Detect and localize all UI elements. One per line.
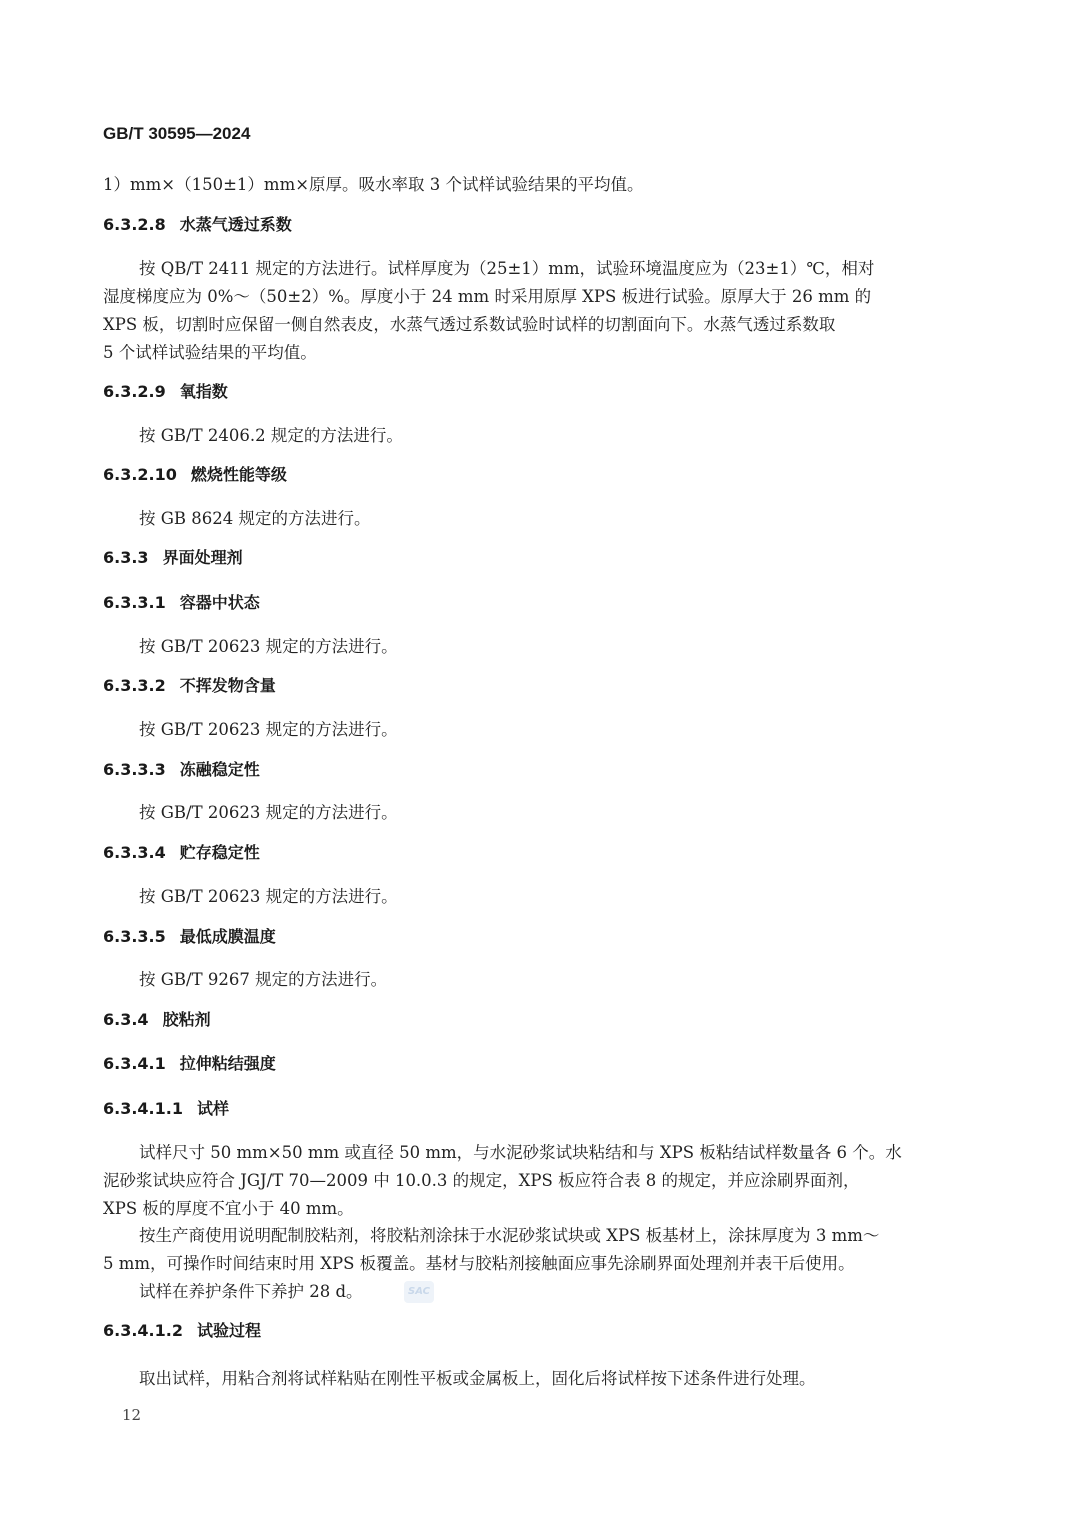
section-title: 氧指数 [179,382,228,401]
page-number: 12 [122,1406,142,1424]
paragraph-line: 泥砂浆试块应符合 JGJ/T 70—2009 中 10.0.3 的规定，XPS 板应符合表 8 的规定，并应涂刷界面剂， [103,1171,860,1190]
section-number: 6.3.3 [103,548,149,567]
paragraph-line: 按 GB/T 20623 规定的方法进行。 [139,720,398,739]
section-title: 容器中状态 [179,593,260,612]
section-number: 6.3.3.3 [103,760,166,779]
paragraph-line: 5 mm，可操作时间结束时用 XPS 板覆盖。基材与胶粘剂接触面应事先涂刷界面处理剂并表干后使用。 [103,1254,855,1273]
section-number: 6.3.4.1 [103,1054,166,1073]
section-heading-6-3-2-9 [103,379,228,402]
paragraph-line: 取出试样，用粘合剂将试样粘贴在刚性平板或金属板上，固化后将试样按下述条件进行处理。 [139,1369,816,1388]
section-title: 最低成膜温度 [179,927,276,946]
paragraph-line: XPS 板，切割时应保留一侧自然表皮，水蒸气透过系数试验时试样的切割面向下。水蒸气透过系数取 [103,315,836,334]
section-heading-6-3-3 [103,545,243,568]
paragraph-line: 按 GB/T 20623 规定的方法进行。 [139,887,398,906]
paragraph-line: 按 GB/T 9267 规定的方法进行。 [139,970,388,989]
section-title: 胶粘剂 [162,1010,211,1029]
section-title: 不挥发物含量 [179,676,276,695]
section-number: 6.3.3.5 [103,927,166,946]
paragraph-line: 5 个试样试验结果的平均值。 [103,343,317,362]
paragraph-line: 湿度梯度应为 0%～（50±2）%。厚度小于 24 mm 时采用原厚 XPS 板进行试验。原厚大于 26 mm 的 [103,287,872,306]
paragraph-line: 按 GB/T 20623 规定的方法进行。 [139,637,398,656]
paragraph-line: 按 GB/T 2406.2 规定的方法进行。 [139,426,403,445]
section-heading-6-3-2-8 [103,212,292,235]
section-heading-6-3-4-1-2 [103,1318,261,1341]
section-title: 贮存稳定性 [179,843,260,862]
section-heading-6-3-4-1-1 [103,1096,229,1119]
paragraph-line: 按 GB/T 20623 规定的方法进行。 [139,803,398,822]
section-number: 6.3.4.1.1 [103,1099,183,1118]
paragraph-line: XPS 板的厚度不宜小于 40 mm。 [103,1199,354,1218]
section-heading-6-3-4 [103,1007,211,1030]
section-number: 6.3.2.10 [103,465,177,484]
section-number: 6.3.3.2 [103,676,166,695]
section-title: 试验过程 [196,1321,261,1340]
section-title: 冻融稳定性 [179,760,260,779]
paragraph-line: 试样在养护条件下养护 28 d。 [139,1282,363,1301]
section-heading-6-3-3-1 [103,590,260,613]
section-title: 拉伸粘结强度 [179,1054,276,1073]
paragraph-line: 1）mm×（150±1）mm×原厚。吸水率取 3 个试样试验结果的平均值。 [103,175,644,194]
section-heading-6-3-2-10 [103,462,287,485]
section-title: 界面处理剂 [162,548,243,567]
section-heading-6-3-3-3 [103,757,260,780]
standard-code: GB/T 30595—2024 [103,124,251,143]
section-title: 水蒸气透过系数 [179,215,292,234]
section-heading-6-3-3-4 [103,840,260,863]
section-heading-6-3-3-5 [103,924,276,947]
paragraph-line: 按 GB 8624 规定的方法进行。 [139,509,371,528]
section-number: 6.3.3.4 [103,843,166,862]
paragraph-line: 试样尺寸 50 mm×50 mm 或直径 50 mm，与水泥砂浆试块粘结和与 XPS 板粘结试样数量各 6 个。水 [139,1143,902,1162]
section-heading-6-3-4-1 [103,1051,276,1074]
section-title: 燃烧性能等级 [190,465,287,484]
section-title: 试样 [196,1099,229,1118]
section-number: 6.3.2.9 [103,382,166,401]
section-number: 6.3.4.1.2 [103,1321,183,1340]
section-number: 6.3.3.1 [103,593,166,612]
paragraph-line: 按 QB/T 2411 规定的方法进行。试样厚度为（25±1）mm，试验环境温度应为（23±1）℃，相对 [139,259,875,278]
section-heading-6-3-3-2 [103,673,276,696]
sac-watermark-logo: SAC [404,1281,434,1303]
section-number: 6.3.4 [103,1010,149,1029]
section-number: 6.3.2.8 [103,215,166,234]
paragraph-line: 按生产商使用说明配制胶粘剂，将胶粘剂涂抹于水泥砂浆试块或 XPS 板基材上，涂抹厚度为 3 mm～ [139,1226,880,1245]
